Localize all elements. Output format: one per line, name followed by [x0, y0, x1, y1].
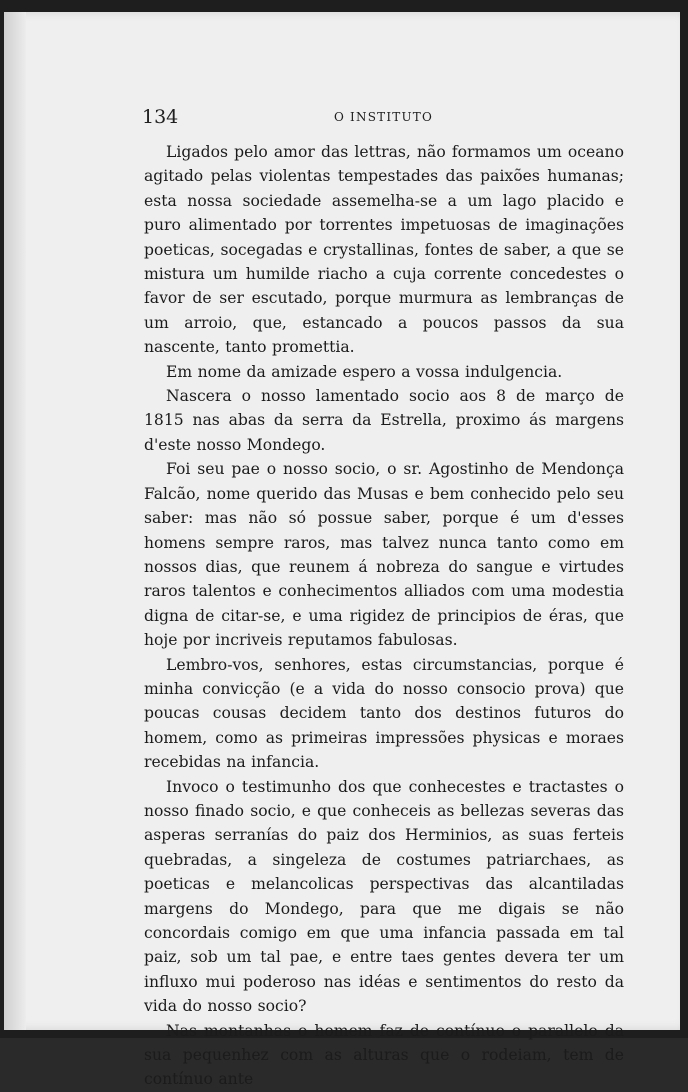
paragraph: Em nome da amizade espero a vossa indulgencia.: [166, 362, 563, 381]
running-title: O INSTITUTO: [334, 110, 434, 124]
paragraph: Ligados pelo amor das lettras, não formamos um oceano agitado pelas violentas tempestades das paixões humanas; esta nossa sociedade assemelha-se a um lago placido e puro alimentado por torrentes impetuosas de imaginações poeticas, socegadas e crystallinas, fontes de saber, a que se mistura um humilde riacho a cuja corrente concedestes o favor de ser escutado, porque murmura as lembranças de um arroio, que, estancado a poucos passos da sua nascente, tanto promettia.: [144, 143, 624, 357]
page-number: 134: [142, 106, 179, 128]
page-header: [142, 106, 622, 130]
paragraph: Foi seu pae o nosso socio, o sr. Agostinho de Mendonça Falcão, nome querido das Musas e bem conhecido pelo seu saber: mas não só possue saber, porque é um d'esses homens sempre raros, mas talvez nunca tanto como em nossos dias, que reunem á nobreza do sangue e virtudes raros talentos e conhecimentos alliados com uma modestia digna de citar-se, e uma rigidez de principios de éras, que hoje por incriveis reputamos fabulosas.: [144, 460, 624, 650]
paragraph: Lembro-vos, senhores, estas circumstancias, porque é minha convicção (e a vida do nosso consocio prova) que poucas cousas decidem tanto dos destinos futuros do homem, como as primeiras impressões physicas e moraes recebidas na infancia.: [144, 655, 624, 772]
body-text: [144, 140, 624, 1092]
paragraph: Nas montanhas o homem faz de contínuo o parallelo da sua pequenhez com as alturas que o rodeiam, tem de contínuo ante: [144, 1021, 624, 1089]
page-binding-edge: [4, 12, 26, 1030]
paragraph: Nascera o nosso lamentado socio aos 8 de março de 1815 nas abas da serra da Estrella, proximo ás margens d'este nosso Mondego.: [144, 387, 624, 454]
paragraph: Invoco o testimunho dos que conhecestes e tractastes o nosso finado socio, e que conheceis as bellezas severas das asperas serranías do paiz dos Herminios, as suas ferteis quebradas, a singeleza de costumes patriarchaes, as poeticas e melancolicas perspectivas das alcantiladas margens do Mondego, para que me digais se não concordais comigo em que uma infancia passada em tal paiz, sob um tal pae, e entre taes gentes devera ter um influxo mui poderoso nas idéas e sentimentos do resto da vida do nosso socio?: [144, 777, 624, 1016]
